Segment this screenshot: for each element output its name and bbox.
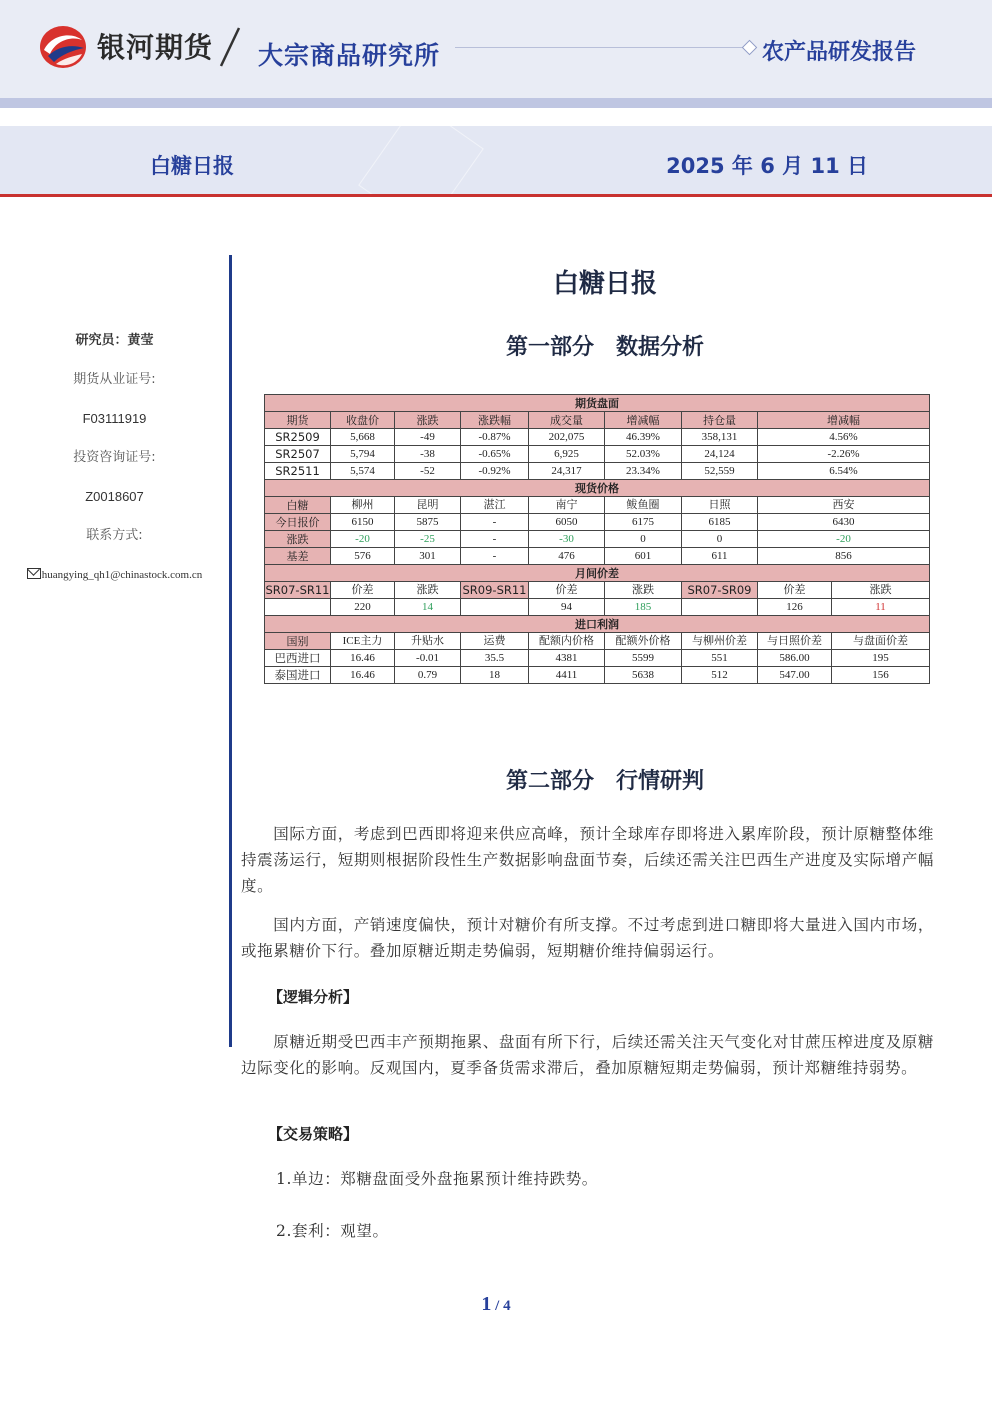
table-cell: 鲅鱼圈 [605,497,682,514]
futures-row [265,446,930,463]
table-cell: 0 [605,531,682,548]
spot-row [265,531,930,548]
sidebar [0,330,229,603]
spot-row [265,548,930,565]
table-header-cell: ICE主力 [331,633,395,650]
band-decoration [358,126,484,194]
table-cell: -0.65% [461,446,529,463]
table-header-cell: 增减幅 [758,412,930,429]
table-cell: -0.01 [395,650,461,667]
table-cell: 586.00 [758,650,832,667]
table-cell: 0.79 [395,667,461,684]
table-cell: -20 [758,531,930,548]
spread-value-row [265,599,930,616]
futures-row [265,429,930,446]
table-header-cell: 运费 [461,633,529,650]
table-header-cell: SR07-SR11 [265,582,330,597]
table-cell: 湛江 [461,497,529,514]
email-icon [27,568,41,579]
contact-label: 联系方式: [86,528,143,543]
table-cell: 856 [758,548,930,565]
researcher-name: 研究员：黄莹 [75,333,154,348]
futures-cert-number: F03111919 [82,411,147,426]
table-cell: 46.39% [605,429,682,446]
table-cell: 日照 [682,497,758,514]
header-rule [455,47,745,48]
main-title: 白糖日报 [552,269,657,299]
table-header-cell: 涨跌幅 [461,412,529,429]
table-header-cell: 价差 [529,582,605,599]
table-cell: SR2511 [265,463,331,480]
import-row [265,650,930,667]
page-total: 4 [503,1298,511,1314]
table-cell: 94 [529,599,605,616]
table-cell: -25 [395,531,461,548]
table-cell: 5,794 [331,446,395,463]
table-cell: 5,668 [331,429,395,446]
table-cell: 11 [832,599,930,616]
table-cell: 西安 [758,497,930,514]
table-cell: -30 [529,531,605,548]
paragraph-logic: 原糖近期受巴西丰产预期拖累、盘面有所下行，后续还需关注天气变化对甘蔗压榨进度及原糖边际变化的影响。反观国内，夏季备货需求滞后，叠加原糖短期走势偏弱，预计郑糖维持弱势。 [241,1033,934,1077]
import-section-title: 进口利润 [265,616,930,633]
section2-title: 第二部分 行情研判 [505,769,704,794]
table-header-cell: SR09-SR11 [462,582,527,597]
table-cell: 52.03% [605,446,682,463]
table-cell: 476 [529,548,605,565]
table-cell: -2.26% [758,446,930,463]
table-cell: -52 [395,463,461,480]
table-header-cell: 国别 [265,633,331,650]
table-cell: 6430 [758,514,930,531]
table-cell: 白糖 [265,497,331,514]
table-cell: 611 [682,548,758,565]
table-cell: 601 [605,548,682,565]
table-header-cell: 升贴水 [395,633,461,650]
table-cell: 6175 [605,514,682,531]
red-divider [0,194,992,197]
table-header-cell: 持仓量 [682,412,758,429]
spread-header-row [265,582,930,599]
table-cell: 156 [832,667,930,684]
table-cell: 6185 [682,514,758,531]
futures-header-row [265,412,930,429]
table-cell: 195 [832,650,930,667]
table-cell: 35.5 [461,650,529,667]
table-header-cell: 与柳州价差 [682,633,758,650]
table-cell: 昆明 [395,497,461,514]
futures-section-title: 期货盘面 [265,395,930,412]
spot-section-title: 现货价格 [265,480,930,497]
table-header-cell: 配额外价格 [605,633,682,650]
table-cell: 基差 [265,548,331,565]
consult-cert-label: 投资咨询证号: [73,450,156,465]
section1-title: 第一部分 数据分析 [505,335,704,360]
table-cell: -0.87% [461,429,529,446]
table-cell: 0 [682,531,758,548]
table-cell: 52,559 [682,463,758,480]
table-cell: 5599 [605,650,682,667]
table-header-cell: 增减幅 [605,412,682,429]
paragraph-domestic: 国内方面，产销速度偏快，预计对糖价有所支撑。不过考虑到进口糖即将大量进入国内市场，或拖累糖价下行。叠加原糖近期走势偏弱，短期糖价维持偏弱运行。 [241,916,934,960]
strategy-arbitrage: 2.套利：观望。 [276,1222,389,1240]
table-cell: -38 [395,446,461,463]
table-cell: 220 [331,599,395,616]
section-row [265,480,930,497]
table-cell: -0.92% [461,463,529,480]
top-header [0,0,992,98]
table-cell: 南宁 [529,497,605,514]
table-cell: 柳州 [331,497,395,514]
page-number [0,1293,992,1316]
table-cell: 4411 [529,667,605,684]
consult-cert-number: Z0018607 [85,489,144,504]
table-cell: 泰国进口 [265,667,331,684]
logic-analysis-heading: 【逻辑分析】 [268,988,359,1006]
futures-cert-label: 期货从业证号: [73,372,156,387]
section-row [265,395,930,412]
table-cell: 巴西进口 [265,650,331,667]
table-cell: 5875 [395,514,461,531]
table-header-cell: 期货 [265,412,331,429]
table-cell: 5,574 [331,463,395,480]
report-date: 2025 年 6 月 11 日 [666,154,868,178]
table-cell: 185 [605,599,682,616]
table-cell: 202,075 [529,429,605,446]
spot-row [265,514,930,531]
table-header-cell: 配额内价格 [529,633,605,650]
table-header-cell: 价差 [758,582,832,599]
table-cell: 512 [682,667,758,684]
report-subtitle: 白糖日报 [150,154,234,178]
table-cell: - [461,548,529,565]
table-cell: -49 [395,429,461,446]
table-cell: 126 [758,599,832,616]
table-cell: 6,925 [529,446,605,463]
table-cell: 23.34% [605,463,682,480]
paragraph-international: 国际方面，考虑到巴西即将迎来供应高峰，预计全球库存即将进入累库阶段，预计原糖整体维持震荡运行，短期则根据阶段性生产数据影响盘面节奏，后续还需关注巴西生产进度及实际增产幅度。 [241,825,934,895]
table-cell: 24,317 [529,463,605,480]
table-cell [461,599,529,616]
section-row [265,616,930,633]
table-header-cell: 成交量 [529,412,605,429]
page-separator: / [491,1298,504,1314]
table-cell: 4.56% [758,429,930,446]
page-current: 1 [481,1293,492,1315]
table-cell: 6150 [331,514,395,531]
diamond-icon [742,40,758,56]
company-name: 银河期货 [97,31,214,64]
table-cell: 今日报价 [265,514,331,531]
contact-email[interactable] [0,564,229,603]
table-cell: 576 [331,548,395,565]
futures-row [265,463,930,480]
table-cell [682,599,758,616]
table-header-cell: 涨跌 [832,582,930,599]
import-row [265,667,930,684]
table-cell: 6.54% [758,463,930,480]
institute-name: 大宗商品研究所 [258,41,441,70]
table-cell: 551 [682,650,758,667]
table-header-cell: 收盘价 [331,412,395,429]
table-cell: 547.00 [758,667,832,684]
header-band [0,98,992,108]
table-cell: 5638 [605,667,682,684]
table-header-cell: SR07-SR09 [682,582,758,599]
spot-header-row [265,497,930,514]
table-header-cell: 涨跌 [395,582,461,599]
email-text: huangying_qh1@chinastock.com.cn [41,569,203,581]
section-row [265,565,930,582]
table-cell: - [461,514,529,531]
trading-strategy-heading: 【交易策略】 [268,1125,359,1143]
table-cell: 18 [461,667,529,684]
table-cell: 16.46 [331,650,395,667]
table-cell: 301 [395,548,461,565]
galaxy-logo-icon [38,24,88,70]
strategy-single: 1.单边：郑糖盘面受外盘拖累预计维持跌势。 [276,1170,598,1188]
report-type: 农产品研发报告 [762,40,917,65]
table-cell: 涨跌 [265,531,331,548]
table-header-cell: 与日照价差 [758,633,832,650]
table-cell: 16.46 [331,667,395,684]
spread-section-title: 月间价差 [265,565,930,582]
slash-divider-icon [215,26,245,68]
table-cell: 358,131 [682,429,758,446]
sidebar-divider [229,255,232,1047]
table-cell: 14 [395,599,461,616]
table-header-cell: 涨跌 [395,412,461,429]
import-header-row [265,633,930,650]
table-header-cell: 与盘面价差 [832,633,930,650]
table-cell [265,599,331,616]
table-cell: 24,124 [682,446,758,463]
table-header-cell: 涨跌 [605,582,682,599]
table-header-cell: 价差 [331,582,395,599]
table-cell: 4381 [529,650,605,667]
table-cell: -20 [331,531,395,548]
data-table [264,394,930,684]
table-cell: SR2509 [265,429,331,446]
table-cell: 6050 [529,514,605,531]
table-cell: - [461,531,529,548]
table-cell: SR2507 [265,446,331,463]
